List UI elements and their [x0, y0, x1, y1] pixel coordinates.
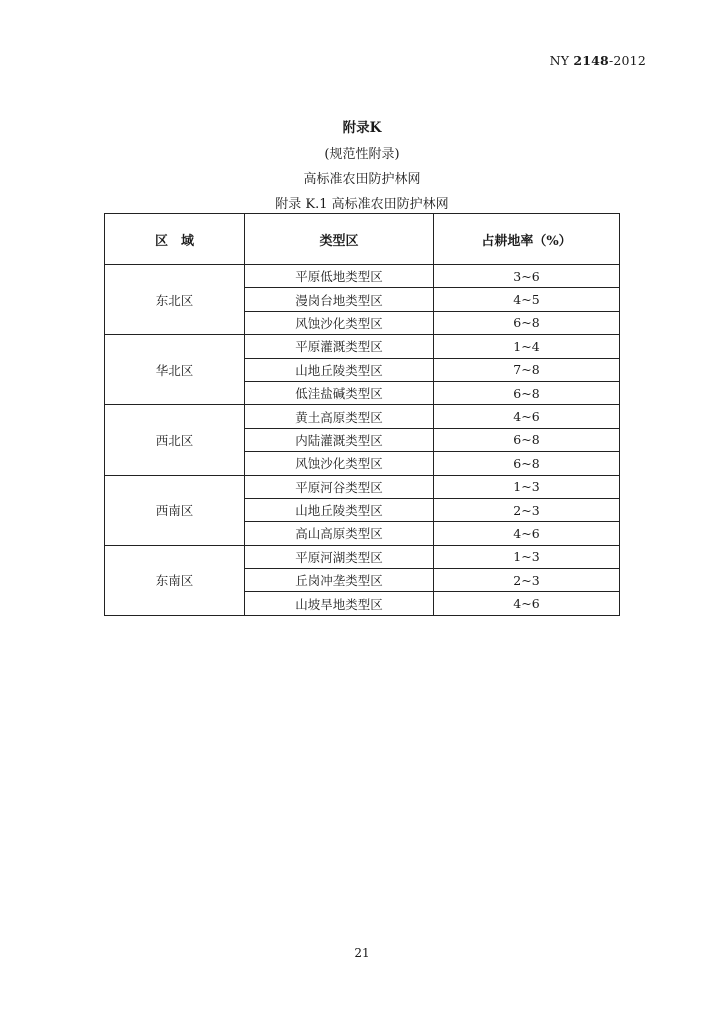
header-type: 类型区 — [245, 214, 434, 265]
type-cell: 山地丘陵类型区 — [245, 358, 434, 381]
page-number: 21 — [354, 946, 370, 960]
table-row — [105, 335, 620, 358]
rate-cell: 6~8 — [434, 428, 620, 451]
type-cell: 平原灌溉类型区 — [245, 335, 434, 358]
region-cell: 西南区 — [105, 475, 245, 545]
rate-cell: 4~6 — [434, 592, 620, 615]
rate-cell: 4~6 — [434, 405, 620, 428]
region-cell: 西北区 — [105, 405, 245, 475]
rate-cell: 6~8 — [434, 381, 620, 404]
type-cell: 平原低地类型区 — [245, 265, 434, 288]
table-caption: 附录 K.1 高标准农田防护林网 — [275, 197, 449, 212]
header-rate: 占耕地率（%） — [434, 214, 620, 265]
type-cell: 漫岗台地类型区 — [245, 288, 434, 311]
type-cell: 平原河谷类型区 — [245, 475, 434, 498]
region-cell: 东北区 — [105, 265, 245, 335]
type-cell: 高山高原类型区 — [245, 522, 434, 545]
appendix-subtitle: (规范性附录) — [324, 147, 400, 162]
type-cell: 平原河湖类型区 — [245, 545, 434, 568]
rate-cell: 6~8 — [434, 311, 620, 334]
rate-cell: 4~6 — [434, 522, 620, 545]
appendix-title: 附录K — [342, 120, 382, 136]
type-cell: 风蚀沙化类型区 — [245, 452, 434, 475]
document-code-year: -2012 — [608, 53, 646, 68]
type-cell: 内陆灌溉类型区 — [245, 428, 434, 451]
type-cell: 低洼盐碱类型区 — [245, 381, 434, 404]
type-cell: 丘岗冲垄类型区 — [245, 569, 434, 592]
region-cell: 东南区 — [105, 545, 245, 615]
rate-cell: 4~5 — [434, 288, 620, 311]
type-cell: 黄土高原类型区 — [245, 405, 434, 428]
appendix-name: 高标准农田防护林网 — [303, 172, 421, 187]
table-row — [105, 545, 620, 568]
shelterbelt-table — [104, 213, 620, 616]
type-cell: 山坡旱地类型区 — [245, 592, 434, 615]
type-cell: 风蚀沙化类型区 — [245, 311, 434, 334]
rate-cell: 6~8 — [434, 452, 620, 475]
rate-cell: 2~3 — [434, 569, 620, 592]
table-row — [105, 405, 620, 428]
rate-cell: 1~4 — [434, 335, 620, 358]
rate-cell: 1~3 — [434, 545, 620, 568]
header-region: 区 域 — [105, 214, 245, 265]
table-row — [105, 265, 620, 288]
rate-cell: 7~8 — [434, 358, 620, 381]
document-code — [550, 53, 646, 68]
rate-cell: 3~6 — [434, 265, 620, 288]
rate-cell: 1~3 — [434, 475, 620, 498]
rate-cell: 2~3 — [434, 498, 620, 521]
table-header-row — [105, 214, 620, 265]
document-code-number: 2148 — [573, 53, 609, 68]
document-code-prefix: NY — [549, 53, 574, 68]
region-cell: 华北区 — [105, 335, 245, 405]
type-cell: 山地丘陵类型区 — [245, 498, 434, 521]
table-row — [105, 475, 620, 498]
